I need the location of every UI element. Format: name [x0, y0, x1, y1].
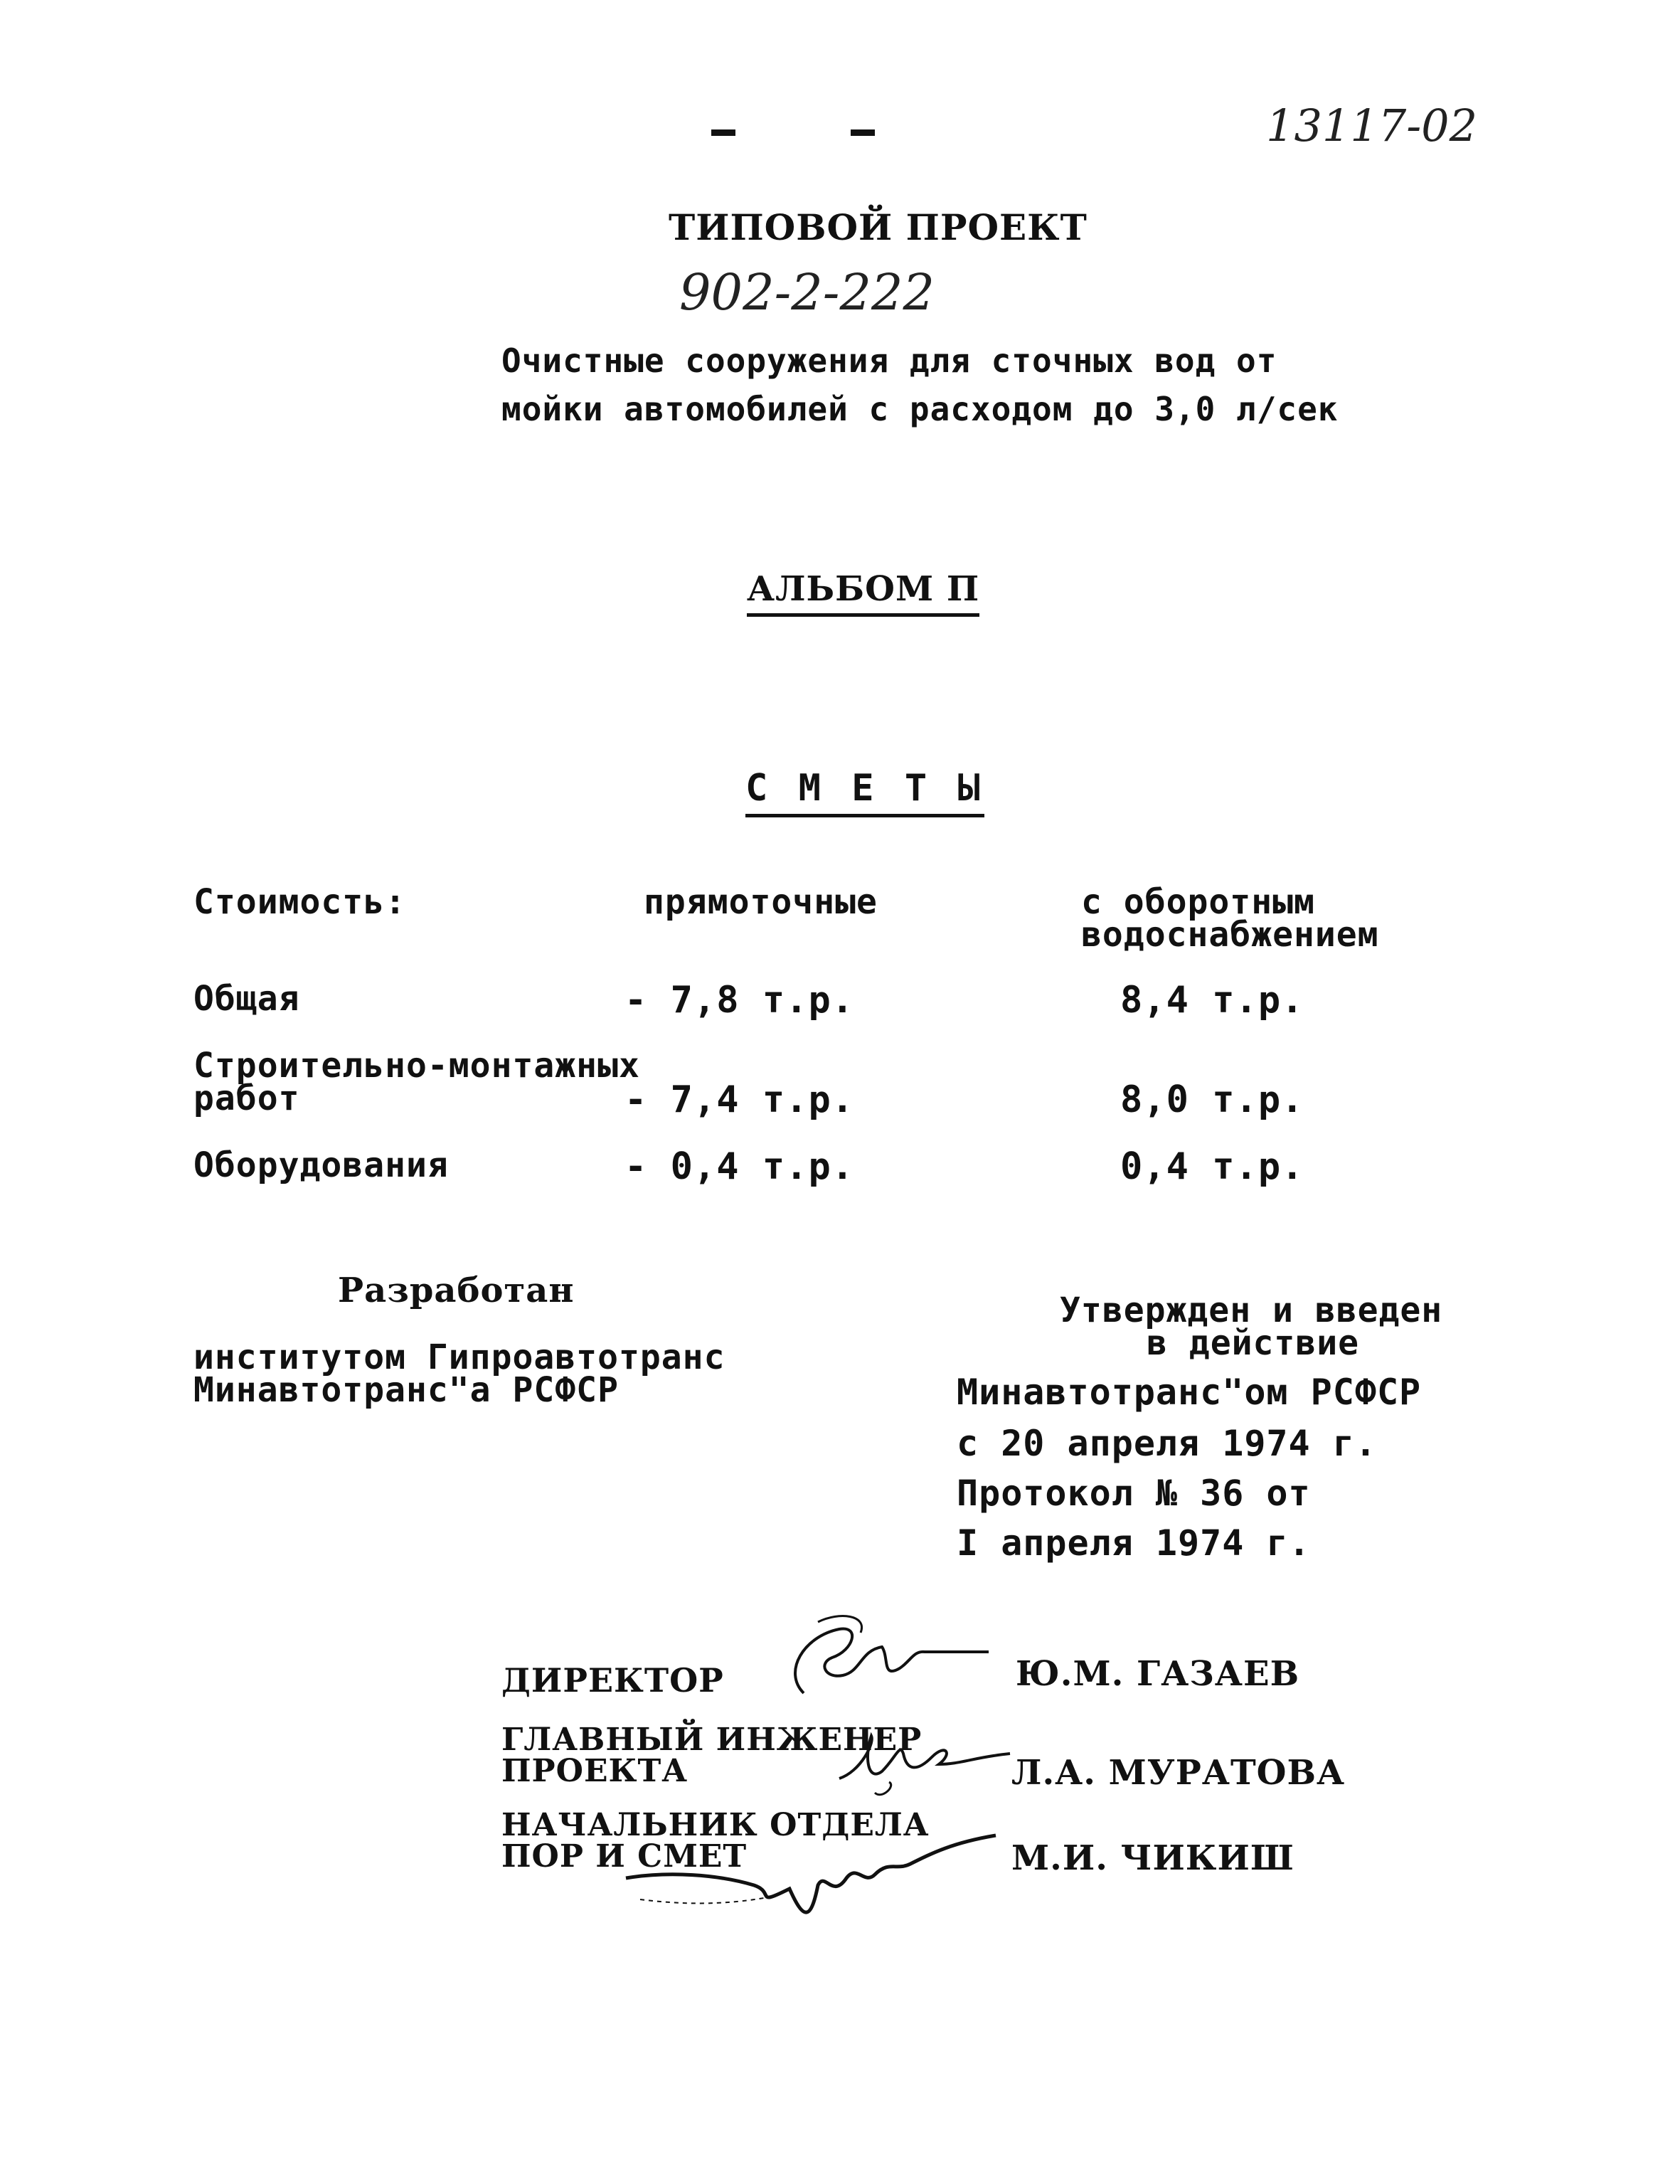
cost-row-recycled-value: 8,0 т.р. — [1120, 1078, 1304, 1121]
approved-line-3: Минавтотранс"ом РСФСР — [957, 1372, 1422, 1413]
director-signature — [775, 1608, 989, 1722]
cost-row-recycled-value: 0,4 т.р. — [1120, 1145, 1304, 1188]
cost-row-direct-value: - 7,8 т.р. — [624, 979, 855, 1022]
subtitle-line-1: Очистные сооружения для сточных вод от — [501, 341, 1277, 380]
project-number: 902-2-222 — [679, 263, 935, 322]
cost-row-direct-value: - 0,4 т.р. — [624, 1145, 855, 1188]
signatory-name: М.И. ЧИКИШ — [1011, 1838, 1294, 1878]
approved-line-6: I апреля 1974 г. — [957, 1522, 1311, 1564]
cost-row-recycled-value: 8,4 т.р. — [1120, 979, 1304, 1022]
cost-row-direct-value: - 7,4 т.р. — [624, 1078, 855, 1121]
album-title: АЛЬБОМ П — [747, 569, 979, 617]
developed-line-2: Минавтотранс"а РСФСР — [193, 1370, 619, 1410]
approved-line-5: Протокол № 36 от — [957, 1473, 1311, 1514]
subtitle-line-2: мойки автомобилей с расходом до 3,0 л/сек — [501, 390, 1339, 428]
developed-line-1: институтом Гипроавтотранс — [193, 1337, 725, 1377]
cost-column-header-recycled-line-2: водоснабжением — [1081, 915, 1379, 955]
signatory-name: Ю.М. ГАЗАЕВ — [1016, 1654, 1300, 1694]
section-title: С М Е Т Ы — [745, 767, 984, 817]
cost-row-label: Строительно-монтажных — [193, 1046, 640, 1086]
signatory-name: Л.А. МУРАТОВА — [1011, 1753, 1346, 1793]
approved-line-2: в действие — [1147, 1323, 1359, 1363]
cost-row-label: Оборудования — [193, 1145, 449, 1185]
approved-line-4: с 20 апреля 1974 г. — [957, 1423, 1377, 1464]
signatory-role-continued: ПОР И СМЕТ — [501, 1838, 748, 1875]
document-number: 13117-02 — [1266, 100, 1478, 152]
top-dash-right — [851, 129, 875, 136]
signatory-role: ГЛАВНЫЙ ИНЖЕНЕР — [501, 1722, 923, 1758]
signatory-role: ДИРЕКТОР — [501, 1661, 724, 1700]
cost-row-label: Общая — [193, 979, 300, 1019]
top-dash-left — [711, 129, 735, 136]
signatory-role: НАЧАЛЬНИК ОТДЕЛА — [501, 1807, 930, 1843]
cost-row-label-continued: работ — [193, 1078, 300, 1118]
chief-engineer-signature — [832, 1714, 1017, 1821]
cost-column-header-recycled-line-1: с оборотным — [1081, 882, 1315, 922]
cost-header-label: Стоимость: — [193, 882, 406, 922]
approved-line-1: Утвержден и введен — [1060, 1290, 1443, 1330]
signatory-role-continued: ПРОЕКТА — [501, 1753, 689, 1789]
developed-heading: Разработан — [338, 1271, 575, 1310]
cost-column-header-direct: прямоточные — [644, 882, 878, 922]
document-type-title: ТИПОВОЙ ПРОЕКТ — [669, 206, 1088, 248]
department-head-signature — [612, 1807, 1010, 1935]
